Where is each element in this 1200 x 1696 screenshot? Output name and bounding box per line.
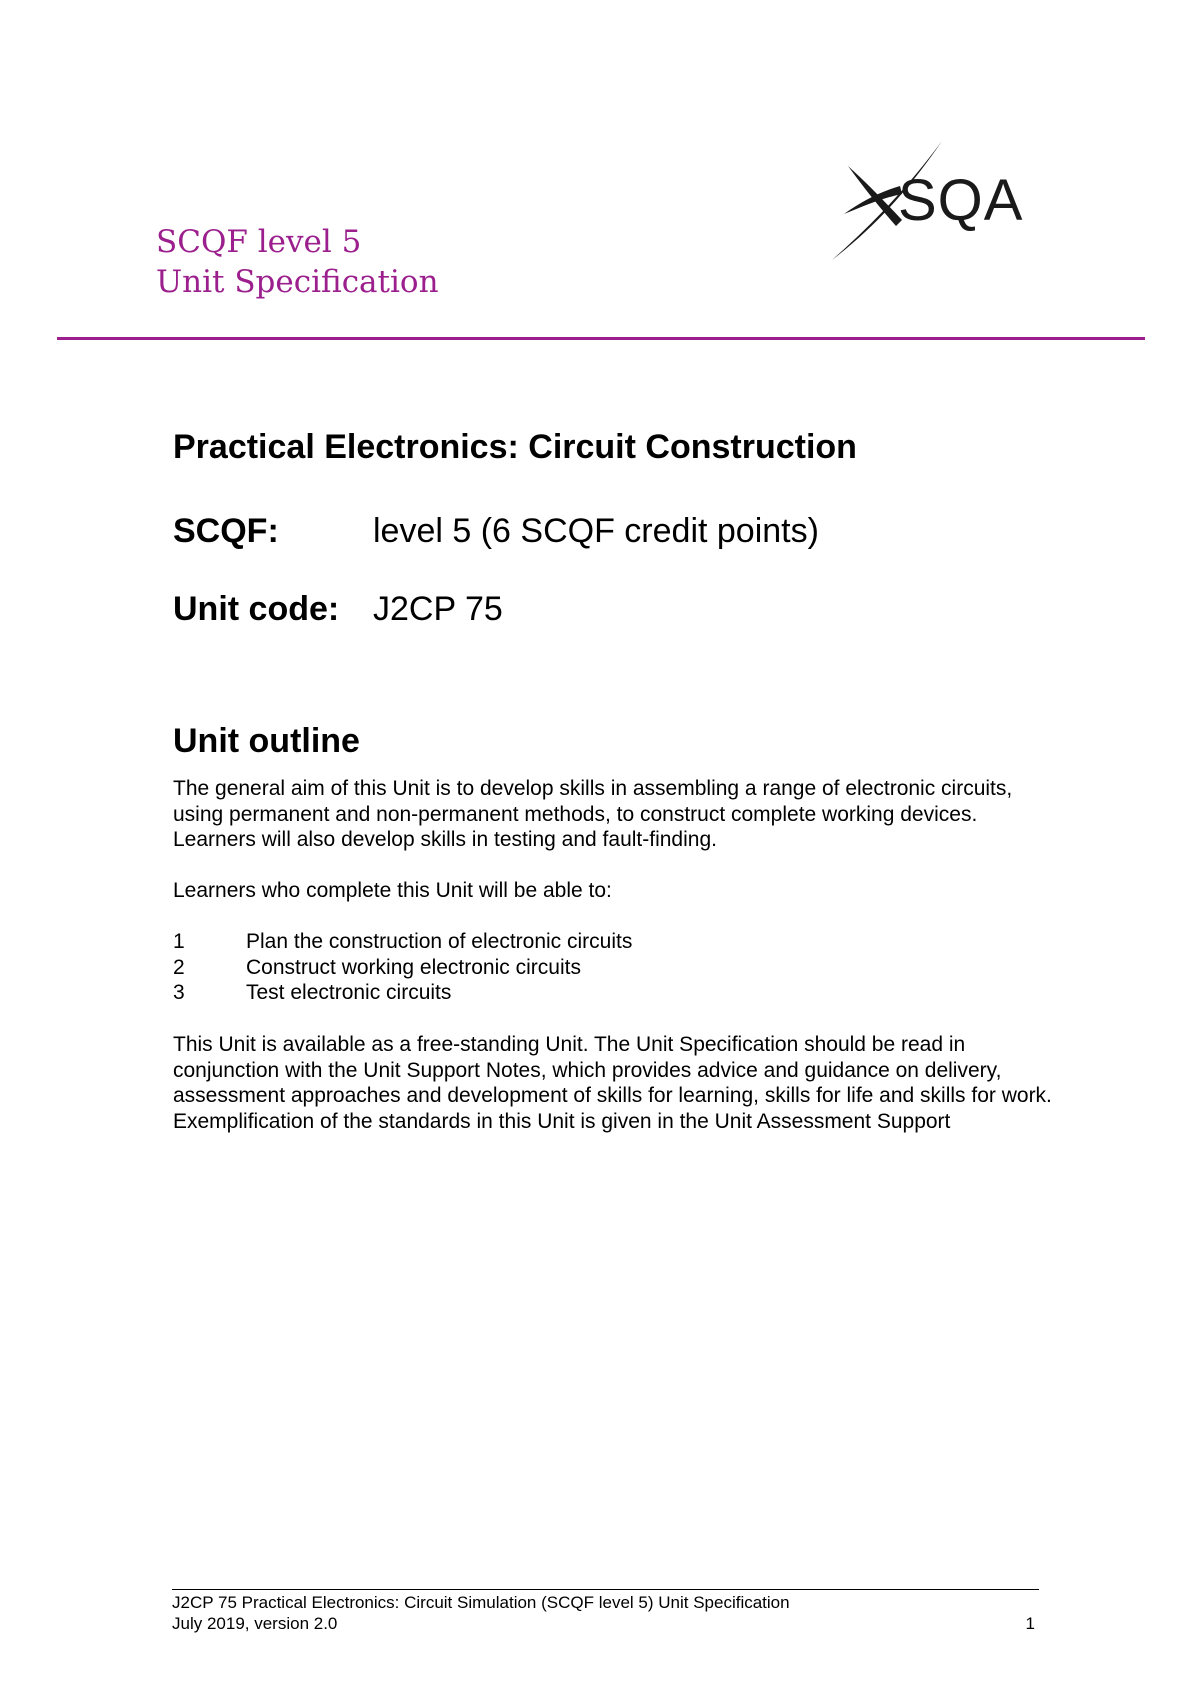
- scqf-level-label: SCQF level 5: [156, 224, 362, 260]
- unit-specification-label: Unit Specification: [156, 264, 439, 300]
- scqf-label: SCQF:: [173, 512, 279, 550]
- unit-code-row: [173, 589, 503, 629]
- availability-paragraph: This Unit is available as a free-standing Unit. The Unit Specification should be read in conjunction with the Unit Support Notes, which provides advice and guidance on delivery, assessment approaches and development of skills for learning, skills for life and skills for work. Exemplification of the standards in this Unit is given in the Unit Assessment Support: [173, 1033, 1052, 1133]
- sqa-logo: [830, 136, 1060, 266]
- scqf-value: level 5 (6 SCQF credit points): [373, 512, 819, 550]
- outcome-text: Test electronic circuits: [246, 981, 452, 1004]
- outcomes-list: [173, 929, 632, 1006]
- page-number: 1: [1025, 1614, 1035, 1633]
- scqf-row: [173, 511, 819, 551]
- list-item: [173, 980, 632, 1006]
- footer-version-date: July 2019, version 2.0: [172, 1614, 338, 1633]
- outcomes-intro-paragraph: Learners who complete this Unit will be able to:: [173, 879, 612, 902]
- document-header: [156, 222, 439, 302]
- list-item: [173, 929, 632, 955]
- unit-outline-aim-paragraph: The general aim of this Unit is to develop skills in assembling a range of electronic circuits, using permanent and non-permanent methods, to construct complete working devices. Learners will also develop skills in testing and fault-finding.: [173, 777, 1013, 851]
- outcome-number: 2: [173, 955, 185, 979]
- unit-code-value: J2CP 75: [373, 590, 503, 628]
- sqa-logo-text: SQA: [898, 168, 1024, 233]
- outcome-text: Construct working electronic circuits: [246, 955, 581, 979]
- outcome-text: Plan the construction of electronic circuits: [246, 930, 633, 953]
- unit-code-label: Unit code:: [173, 590, 340, 628]
- footer-divider: [172, 1589, 1039, 1590]
- outcome-number: 3: [173, 981, 185, 1004]
- sqa-logo-graphic: [830, 136, 1060, 266]
- outcome-number: 1: [173, 930, 185, 953]
- unit-outline-heading: Unit outline: [173, 722, 360, 760]
- footer-document-title: J2CP 75 Practical Electronics: Circuit Simulation (SCQF level 5) Unit Specification: [172, 1593, 790, 1612]
- unit-title: Practical Electronics: Circuit Construction: [173, 428, 857, 466]
- header-divider: [57, 337, 1145, 340]
- list-item: [173, 955, 632, 981]
